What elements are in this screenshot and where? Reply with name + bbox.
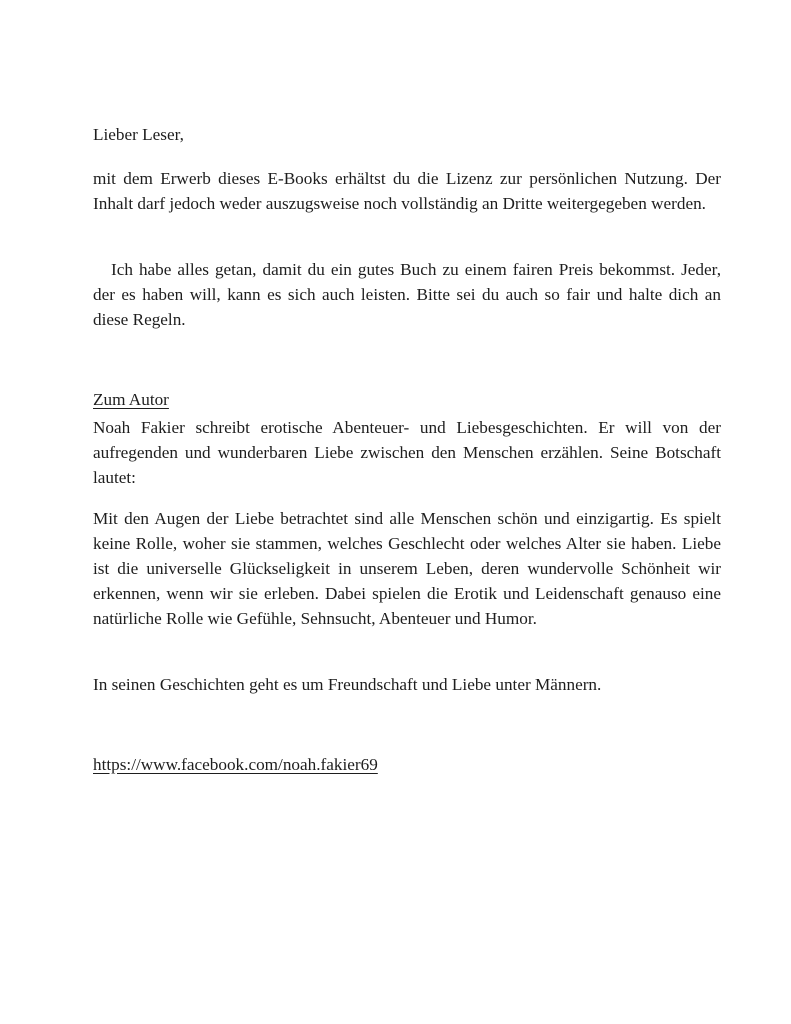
facebook-link[interactable]: https://www.facebook.com/noah.fakier69 [93, 755, 378, 774]
author-topic-paragraph: In seinen Geschichten geht es um Freundschaft und Liebe unter Männern. [93, 675, 602, 694]
license-paragraph: mit dem Erwerb dieses E-Books erhältst du die Lizenz zur persönlichen Nutzung. Der Inhalt darf jedoch weder auszugsweise noch vollständig an Dritte weitergegeben werden. [93, 169, 721, 213]
author-message-paragraph: Mit den Augen der Liebe betrachtet sind alle Menschen schön und einzigartig. Es spielt keine Rolle, woher sie stammen, welches Geschlecht oder welches Alter sie haben. Liebe ist die universelle Glückseligkeit in unserem Leben, deren wundervolle Schönheit wir erkennen, wenn wir sie erleben. Dabei spielen die Erotik und Leidenschaft genauso eine natürliche Rolle wie Gefühle, Sehnsucht, Abenteuer und Humor. [93, 509, 721, 628]
author-heading: Zum Autor [93, 390, 169, 409]
salutation: Lieber Leser, [93, 125, 184, 144]
fairness-paragraph: Ich habe alles getan, damit du ein gutes Buch zu einem fairen Preis bekommst. Jeder, der es haben will, kann es sich auch leisten. Bitte sei du auch so fair und halte dich an diese Regeln. [93, 260, 721, 329]
author-intro-paragraph: Noah Fakier schreibt erotische Abenteuer- und Liebesgeschichten. Er will von der aufregenden und wunderbaren Liebe zwischen den Menschen erzählen. Seine Botschaft lautet: [93, 418, 721, 487]
